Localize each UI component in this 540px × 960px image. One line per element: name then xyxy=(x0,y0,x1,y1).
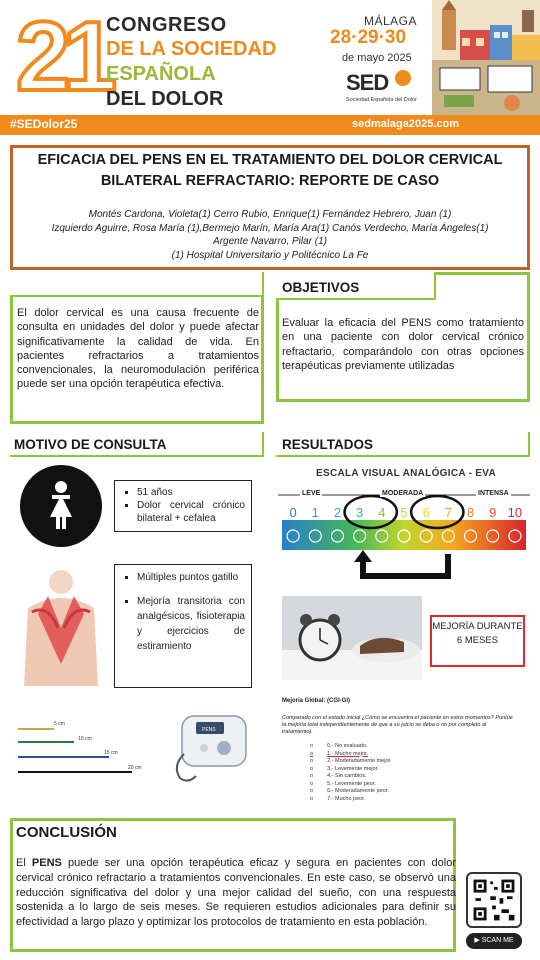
eva-scale xyxy=(278,486,530,586)
cgi-option: o 5.- Levemente peor. xyxy=(310,781,392,789)
affiliation: (1) Hospital Universitario y Politécnico La Fe xyxy=(171,249,369,261)
female-patient-icon xyxy=(20,465,102,547)
scale-number: 10 xyxy=(507,505,523,520)
scan-me-badge[interactable] xyxy=(466,933,522,949)
dates: 28·29·30 xyxy=(330,27,407,48)
cgi-option: o 4.- Sin cambios. xyxy=(310,773,392,781)
bullet-item: ▪ Múltiples puntos gatillo xyxy=(137,571,245,584)
intro-text: El dolor cervical es una causa frecuente de consulta en unidades del dolor y puede afectar significativamente la calidad de vida. En pacientes refractarios a tratamientos convencionales, la neuromodulación periférica puede ser una opción terapéutica efectiva. xyxy=(17,307,259,391)
cgi-option: o 2.- Moderadamente mejor. xyxy=(310,758,392,766)
sed-emblem-icon xyxy=(395,70,411,86)
objetivos-heading: OBJETIVOS xyxy=(282,280,360,295)
scale-number: 6 xyxy=(422,505,430,520)
scale-number: 7 xyxy=(444,505,452,520)
sleep-image xyxy=(282,596,422,680)
zone-intensa: INTENSA xyxy=(478,490,509,497)
objetivos-text: Evaluar la eficacia del PENS como tratamiento en una paciente con dolor cervical crónico refractario, comparándolo con otras opciones terapéuticas previamente utilizadas xyxy=(282,317,524,372)
website-link[interactable]: sedmalaga2025.com xyxy=(352,118,460,130)
neck-muscles-image xyxy=(18,568,104,686)
scale-number: 1 xyxy=(311,505,319,520)
patient-info-box xyxy=(114,480,252,532)
intro-heading-frame xyxy=(10,272,264,297)
needle-label: 20 cm xyxy=(128,765,142,771)
resultados-heading: RESULTADOS xyxy=(282,437,373,452)
pens-device-image xyxy=(168,710,252,786)
conclusion-rest: puede ser una opción terapéutica eficaz y segura en pacientes con dolor cervical crónico refractario a tratamientos convencionales. En este caso, se observó una reducción significativa del dolor y una mejor calidad del sueño, con una respuesta sostenida a lo largo de seis meses. Se requieren estudios adicionales para definir su efectividad a largo plazo y optimizar los protocolos de tratamiento en esta población. xyxy=(16,857,456,929)
scale-title: ESCALA VISUAL ANALÓGICA - EVA xyxy=(316,468,497,479)
congress-number xyxy=(16,1,110,111)
conclusion-bold: PENS xyxy=(31,857,62,869)
hashtag: #SEDolor25 xyxy=(10,117,78,131)
scale-number: 9 xyxy=(489,505,497,520)
cgi-question: Comparado con el estado inicial ¿Cómo se encuentra el paciente en estos momentos? Puntúe la mejoría total independientemente de que a su juicio se deba o no por completo al tratamiento). xyxy=(282,715,513,735)
scale-number: 3 xyxy=(356,505,364,520)
cgi-option: o 3.- Levemente mejor. xyxy=(310,766,392,774)
header-line3: ESPAÑOLA xyxy=(106,63,216,85)
cgi-option: o 6.- Moderadamente peor. xyxy=(310,788,392,796)
needle-label: 15 cm xyxy=(104,750,118,756)
bullet-item: ▪ Mejoría transitoria con analgésicos, fisioterapia y ejercicios de estiramiento xyxy=(137,594,245,654)
scale-number: 2 xyxy=(333,505,342,520)
header-line4: DEL DOLOR xyxy=(106,88,224,110)
sed-logo-text: SED xyxy=(346,70,389,95)
sed-subtitle: Sociedad Española del Dolor xyxy=(346,97,417,103)
authors xyxy=(20,208,520,262)
scale-number: 0 xyxy=(289,505,297,520)
scale-number: 4 xyxy=(378,505,386,520)
city: MÁLAGA xyxy=(364,14,418,28)
motivo-heading: MOTIVO DE CONSULTA xyxy=(14,437,167,452)
header-line1: CONGRESO xyxy=(106,14,227,36)
scale-number: 5 xyxy=(400,505,408,520)
author-line: Argente Navarro, Pilar (1) xyxy=(213,236,327,247)
needle-label: 5 cm xyxy=(54,721,65,727)
improvement-callout: MEJORÍA DURANTE 6 MESES xyxy=(430,615,525,667)
header-line2: DE LA SOCIEDAD xyxy=(106,38,277,60)
device-label: PENS xyxy=(202,727,216,733)
number-text: 21 xyxy=(16,1,110,111)
poster-title: EFICACIA DEL PENS EN EL TRATAMIENTO DEL DOLOR CERVICAL BILATERAL REFRACTARIO: REPORTE DE CASO xyxy=(37,152,503,189)
conclusion-lead: El xyxy=(16,857,32,869)
cgi-option-selected: o 1.- Mucho mejor. xyxy=(310,751,392,759)
zone-leve: LEVE xyxy=(302,490,321,497)
cgi-title: Mejoría Global: (CGI-GI) xyxy=(282,698,351,704)
needle-label: 10 cm xyxy=(78,736,92,742)
scale-number: 8 xyxy=(466,505,475,520)
history-box xyxy=(114,564,252,688)
bullet-item: ▪ 51 años xyxy=(137,486,245,499)
sed-logo xyxy=(346,70,388,96)
month: de mayo 2025 xyxy=(342,52,412,64)
malaga-illustration xyxy=(432,0,540,115)
conclusion-text xyxy=(16,856,456,930)
qr-code[interactable] xyxy=(466,872,522,928)
zone-moderada: MODERADA xyxy=(382,490,424,497)
needles-image xyxy=(14,712,156,782)
bullet-item: ▪ Dolor cervical crónico bilateral + cefalea xyxy=(137,499,245,525)
author-line: Izquierdo Aguirre, Rosa María (1),Bermejo Marín, María Ara(1) Canós Verdecho, María Ángeles(1) xyxy=(51,222,489,234)
play-icon: ▶ xyxy=(474,937,482,944)
cgi-options xyxy=(310,743,392,803)
scan-me-label: SCAN ME xyxy=(481,937,514,944)
author-line: Montés Cardona, Violeta(1) Cerro Rubio, Enrique(1) Fernández Hebrero, Juan (1) xyxy=(88,209,452,220)
cgi-option: o 7.- Mucho peor. xyxy=(310,796,392,804)
conclusion-heading: CONCLUSIÓN xyxy=(16,824,117,841)
cgi-option: o 0.- No evaluado. xyxy=(310,743,392,751)
